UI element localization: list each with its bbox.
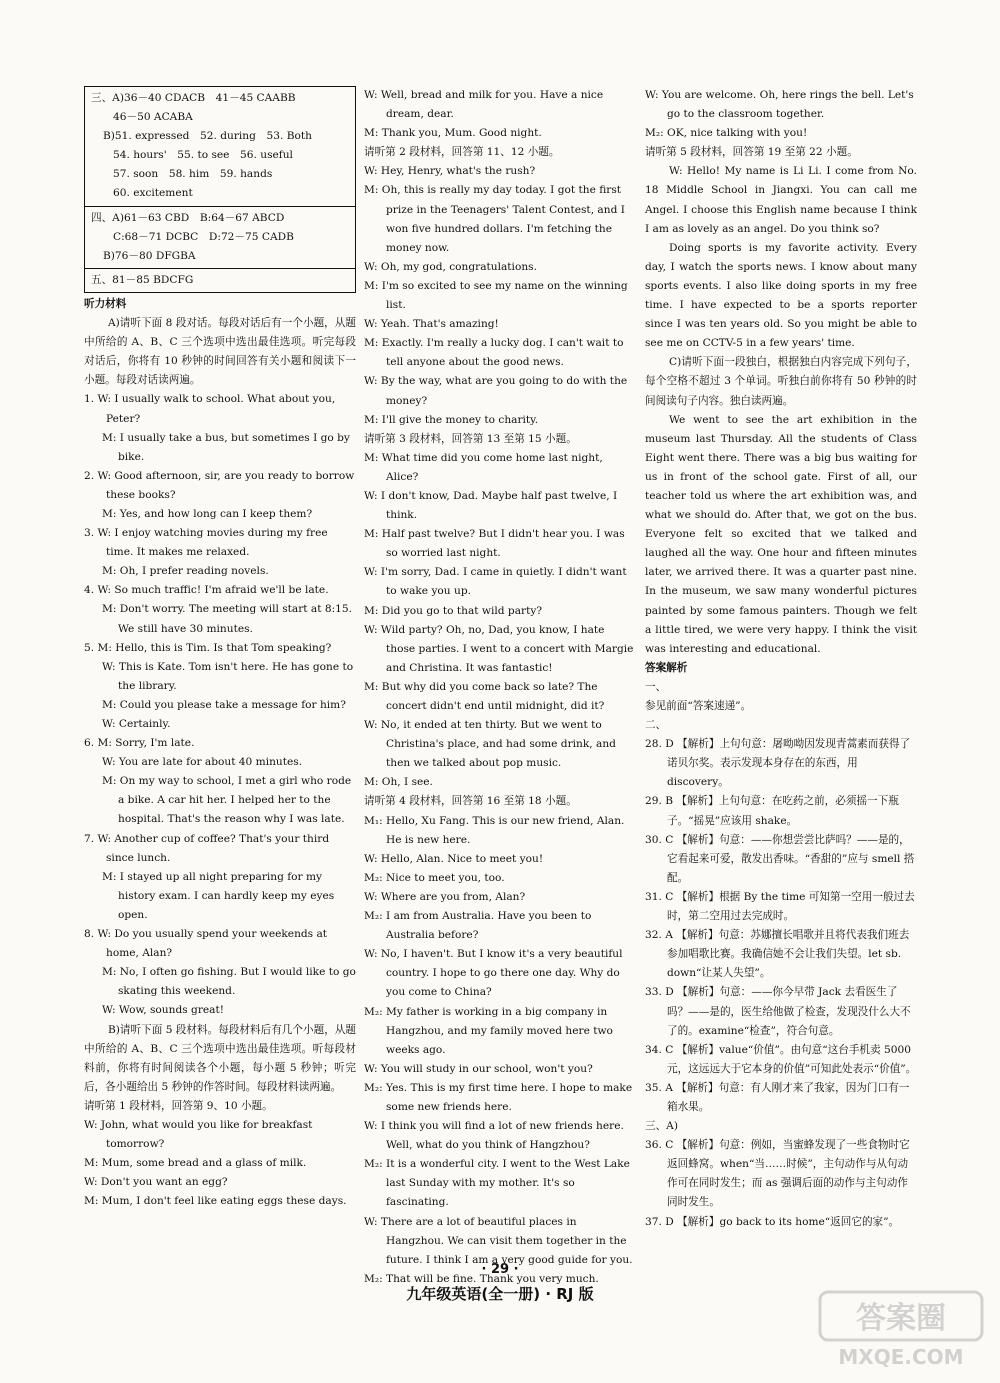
answer-line: 57. soon 58. him 59. hands: [113, 168, 273, 181]
dialog-line: M₂: Nice to meet you, too.: [364, 871, 505, 884]
section-label: 一、: [645, 680, 667, 693]
explanation-item: 31. C 【解析】根据 By the time 可知第一空用一般过去时，第二空用过去完成时。: [645, 890, 915, 923]
column-3: [645, 86, 917, 1232]
column-1: [84, 86, 356, 1211]
watermark-logo: [816, 1288, 986, 1370]
dialog-line: 6. M: Sorry, I'm late.: [84, 737, 195, 750]
dialog-line: M: Mum, some bread and a glass of milk.: [84, 1157, 307, 1170]
answer-line: 五、81－85 BDCFG: [91, 273, 194, 286]
dialog-line: M: I'll give the money to charity.: [364, 413, 539, 426]
answer-line: B)51. expressed 52. during 53. Both: [103, 130, 312, 143]
instruction-paragraph: C)请听下面一段独白，根据独白内容完成下列句子，每个空格不超过 3 个单词。听独白前你将有 50 秒钟的时间阅读句子内容。独白读两遍。: [645, 356, 917, 407]
material-heading: 请听第 4 段材料，回答第 16 至第 18 小题。: [364, 795, 577, 808]
dialog-line: W: Wow, sounds great!: [102, 1004, 224, 1017]
dialog-line: M: On my way to school, I met a girl who rode a bike. A car hit her. I helped her to the hospital. That's the reason why I was late.: [102, 775, 352, 826]
dialog-line: M: But why did you come back so late? The concert didn't end until midnight, did it?: [364, 680, 605, 712]
section-heading: 听力材料: [84, 297, 127, 310]
explanation-item: 30. C 【解析】句意：——你想尝尝比萨吗？——是的，它看起来可爱，散发出香味。“香甜的”应与 smell 搭配。: [645, 833, 915, 884]
dialog-line: W: John, what would you like for breakfast tomorrow?: [84, 1118, 313, 1151]
dialog-line: M: What time did you come home last night, Alice?: [364, 451, 603, 483]
explanation-item: 32. A 【解析】句意：苏娜擅长唱歌并且将代表我们班去参加唱歌比赛。我确信她不会让我们失望。let sb. down“让某人失望”。: [645, 929, 910, 980]
explanation-item: 33. D 【解析】句意：——你今早带 Jack 去看医生了吗？——是的，医生给他做了检查，发现没什么大不了的。examine“检查”，符合句意。: [645, 986, 911, 1037]
explanation-item: 37. D 【解析】go back to its home“返回它的家”。: [645, 1215, 900, 1228]
dialog-line: M: Did you go to that wild party?: [364, 604, 542, 617]
dialog-line: W: No, I haven't. But I know it's a very beautiful country. I hope to go there one day. Why do you come to China?: [364, 948, 623, 999]
dialog-line: M: Thank you, Mum. Good night.: [364, 127, 542, 140]
dialog-line: W: You are welcome. Oh, here rings the bell. Let's go to the classroom together.: [645, 89, 914, 121]
dialog-line: W: Certainly.: [102, 718, 171, 730]
answer-section-5: [85, 268, 355, 292]
dialog-line: 2. W: Good afternoon, sir, are you ready to borrow these books?: [84, 469, 355, 501]
answer-box: [84, 86, 356, 293]
dialog-line: M: I stayed up all night preparing for my history exam. I can hardly keep my eyes open.: [102, 870, 335, 921]
dialog-line: 3. W: I enjoy watching movies during my free time. It makes me relaxed.: [84, 527, 328, 559]
watermark-text: 答案圈: [856, 1301, 946, 1336]
dialog-line: M: Could you please take a message for him?: [102, 698, 346, 711]
section-heading: 答案解析: [645, 661, 688, 674]
dialog-line: M: Oh, I prefer reading novels.: [102, 565, 269, 578]
instruction-paragraph: A)请听下面 8 段对话。每段对话后有一个小题，从题中所给的 A、B、C 三个选项中选出最佳选项。听完每段对话后，你将有 10 秒钟的时间回答有关小题和阅读下一小题。每段对话读两遍。: [84, 317, 356, 387]
dialog-line: M₂: OK, nice talking with you!: [645, 127, 808, 140]
watermark-url: MXQE.COM: [838, 1345, 964, 1369]
dialog-line: W: Oh, my god, congratulations.: [364, 260, 537, 273]
dialog-line: W: You will study in our school, won't you?: [364, 1062, 593, 1075]
answer-line: 46－50 ACABA: [113, 111, 193, 124]
answer-section-3: [85, 87, 355, 206]
answer-line: 54. hours' 55. to see 56. useful: [113, 149, 293, 162]
dialog-line: W: I think you will find a lot of new friends here. Well, what do you think of Hangzhou?: [364, 1120, 624, 1152]
dialog-line: 5. M: Hello, this is Tim. Is that Tom speaking?: [84, 641, 332, 654]
dialog-line: W: I don't know, Dad. Maybe half past twelve, I think.: [364, 489, 618, 522]
dialog-line: M: Oh, I see.: [364, 776, 433, 789]
explanation-item: 36. C 【解析】句意：例如，当蜜蜂发现了一些食物时它返回蜂窝。when“当……时候”，主句动作与从句动作可在同时发生；而 as 强调后面的动作与主句动作同时发生。: [645, 1139, 910, 1209]
material-heading: 请听第 3 段材料，回答第 13 至第 15 小题。: [364, 432, 577, 445]
answer-line: 60. excitement: [113, 187, 193, 200]
dialog-line: M: Half past twelve? But I didn't hear you. I was so worried last night.: [364, 528, 625, 560]
dialog-line: M₂: I am from Australia. Have you been to Australia before?: [364, 910, 592, 942]
instruction-paragraph: B)请听下面 5 段材料。每段材料后有几个小题，从题中所给的 A、B、C 三个选项中选出最佳选项。听每段材料前，你将有时间阅读各个小题，每小题 5 秒钟；听完后，各小题给出 5 秒钟的作答时间。每段材料读两遍。: [84, 1023, 356, 1093]
monologue-paragraph: Doing sports is my favorite activity. Every day, I watch the sports news. I know about many sports events. I also like doing sports in my free time. I have expected to be a sports reporter since I was ten years old. So you might be able to see me on CCTV-5 in a few years' time.: [645, 241, 917, 350]
dialog-line: W: Don't you want an egg?: [84, 1176, 228, 1189]
material-heading: 请听第 2 段材料，回答第 11、12 小题。: [364, 146, 560, 159]
section-label: 三、A): [645, 1120, 678, 1133]
dialog-line: M: No, I often go fishing. But I would like to go skating this weekend.: [102, 966, 356, 998]
explanation-item: 29. B 【解析】上句句意：在吃药之前，必须摇一下瓶子。“摇晃”应该用 shake。: [645, 795, 899, 827]
explanation-item: 35. A 【解析】句意：有人刚才来了我家，因为门口有一箱水果。: [645, 1081, 910, 1113]
section-text: 参见前面“答案速递”。: [645, 700, 752, 712]
dialog-line: 8. W: Do you usually spend your weekends at home, Alan?: [84, 928, 328, 960]
dialog-line: M: I'm so excited to see my name on the winning list.: [364, 279, 628, 312]
dialog-line: M₂: It is a wonderful city. I went to the West Lake last Sunday with my mother. It's so fascinating.: [364, 1158, 630, 1209]
dialog-line: W: Where are you from, Alan?: [364, 890, 526, 903]
page-number: · 29 ·: [481, 1262, 519, 1277]
dialog-list: [84, 390, 356, 1020]
monologue-paragraph: W: Hello! My name is Li Li. I come from No. 18 Middle School in Jiangxi. You can call me Angel. I choose this English name because I think I am as lovely as an angel. Do you think so?: [645, 165, 917, 235]
section-label: 二、: [645, 719, 667, 732]
dialog-line: 1. W: I usually walk to school. What about you, Peter?: [84, 393, 336, 425]
answer-line: 三、A)36－40 CDACB 41－45 CAABB: [91, 92, 296, 104]
answer-line: 四、A)61－63 CBD B:64－67 ABCD: [91, 211, 285, 224]
answer-line: C:68－71 DCBC D:72－75 CADB: [113, 230, 294, 243]
dialog-line: W: Well, bread and milk for you. Have a nice dream, dear.: [364, 89, 604, 121]
dialog-line: W: Hey, Henry, what's the rush?: [364, 165, 536, 178]
dialog-line: M: Mum, I don't feel like eating eggs these days.: [84, 1195, 347, 1208]
dialog-line: M₂: That will be fine. Thank you very much.: [364, 1272, 599, 1285]
dialog-line: M: Don't worry. The meeting will start at 8:15. We still have 30 minutes.: [102, 603, 353, 635]
dialog-line: W: Wild party? Oh, no, Dad, you know, I hate those parties. I went to a concert with Margie and Christina. It was fantastic!: [364, 623, 634, 674]
dialog-line: M₂: Yes. This is my first time here. I hope to make some new friends here.: [364, 1081, 633, 1113]
dialog-line: W: By the way, what are you going to do with the money?: [364, 375, 628, 407]
answer-line: B)76－80 DFGBA: [103, 249, 196, 262]
dialog-line: W: You are late for about 40 minutes.: [102, 756, 303, 769]
dialog-line: W: Hello, Alan. Nice to meet you!: [364, 852, 544, 865]
dialog-line: W: There are a lot of beautiful places in Hangzhou. We can visit them together in the future. I think I am a very good guide for you.: [364, 1215, 633, 1266]
dialog-line: W: This is Kate. Tom isn't here. He has gone to the library.: [102, 660, 354, 692]
explanation-item: 34. C 【解析】value“价值”。由句意“这台手机卖 5000 元，这远远大于它本身的价值”可知此处表示“价值”。: [645, 1043, 917, 1075]
monologue-paragraph: We went to see the art exhibition in the museum last Thursday. All the students of Class Eight went there. There was a big bus waiting for us in front of the school gate. First of all, our teacher told us where the art exhibition was, and what we should do. After that, we got on the bus. Everyone felt so excited that we talked and laughed all the way. One hour and fifteen minutes later, we arrived there. It was a quarter past nine. In the museum, we saw many wonderful pictures painted by some famous painters. Though we felt a little tired, we were very happy. I think the visit was interesting and educational.: [645, 413, 917, 655]
dialog-line: W: No, it ended at ten thirty. But we went to Christina's place, and had some drink, and then we talked about pop music.: [364, 719, 616, 770]
answer-section-4: [85, 206, 355, 268]
column-2: [364, 86, 636, 1289]
dialog-line: 请听第 1 段材料，回答第 9、10 小题。: [84, 1099, 273, 1112]
dialog-line: M: Yes, and how long can I keep them?: [102, 507, 313, 520]
dialog-line: M₂: My father is working in a big company in Hangzhou, and my family moved here two weeks ago.: [364, 1005, 613, 1056]
material-heading: 请听第 5 段材料，回答第 19 至第 22 小题。: [645, 146, 858, 159]
explanation-item: 28. D 【解析】上句句意：屠呦呦因发现青蒿素而获得了诺贝尔奖。表示发现本身存在的东西，用 discovery。: [645, 738, 911, 789]
dialog-line: 7. W: Another cup of coffee? That's your third since lunch.: [84, 832, 330, 864]
book-title: 九年级英语(全一册) · RJ 版: [406, 1285, 594, 1303]
dialog-line: M: I usually take a bus, but sometimes I go by bike.: [102, 431, 350, 463]
dialog-line: W: Yeah. That's amazing!: [364, 318, 499, 331]
dialog-line: 4. W: So much traffic! I'm afraid we'll be late.: [84, 584, 329, 597]
dialog-line: M₁: Hello, Xu Fang. This is our new friend, Alan. He is new here.: [364, 814, 625, 846]
dialog-line: M: Oh, this is really my day today. I got the first prize in the Teenagers' Talent Contest, and I won five hundred dollars. I'm fetching the money now.: [364, 184, 625, 254]
dialog-line: M: Exactly. I'm really a lucky dog. I can't wait to tell anyone about the good news.: [364, 337, 624, 369]
dialog-line: W: I'm sorry, Dad. I came in quietly. I didn't want to wake you up.: [364, 566, 627, 598]
